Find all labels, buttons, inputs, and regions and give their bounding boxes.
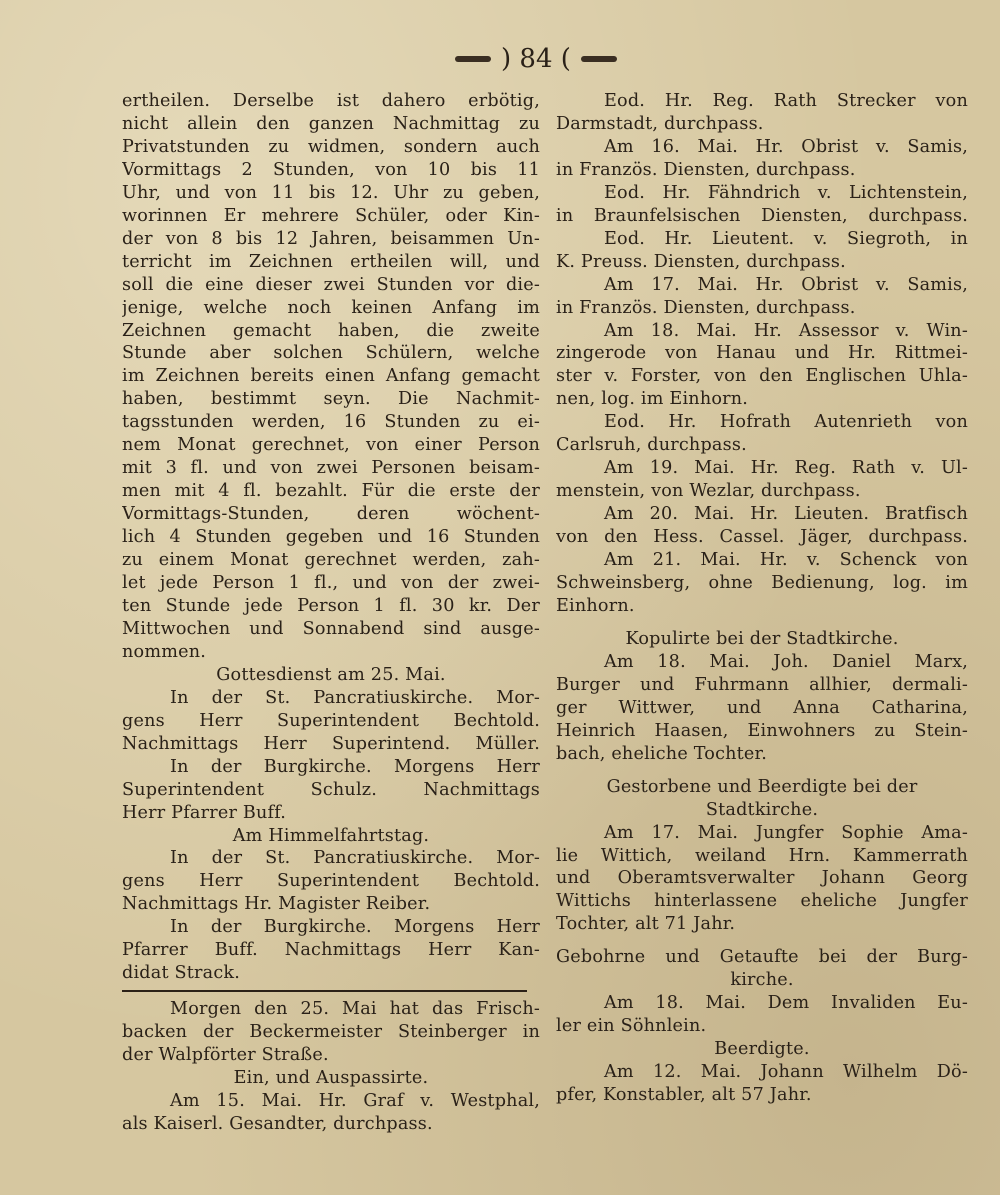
text-line: nen, log. im Einhorn. [556, 389, 749, 410]
text-line: Gebohrne und Getaufte bei der Burg- [556, 947, 968, 968]
text-line: in Französ. Diensten, durchpass. [556, 159, 856, 180]
text-line: menstein, von Wezlar, durchpass. [556, 481, 861, 502]
section-heading: Kopulirte bei der Stadtkirche. [625, 628, 899, 649]
section-heading: Stadtkirche. [705, 799, 819, 820]
text-line: Uhr, und von 11 bis 12. Uhr zu geben, [122, 182, 540, 203]
text-line: backen der Beckermeister Steinberger in [122, 1022, 540, 1043]
separator-rule [122, 990, 527, 992]
spacer [556, 936, 968, 946]
text-line: Am 18. Mai. Hr. Assessor v. Win- [604, 320, 968, 341]
text-line: Darmstadt, durchpass. [556, 113, 764, 134]
text-line: ler ein Söhnlein. [556, 1016, 707, 1037]
text-line: Vormittags-Stunden, deren wöchent- [122, 504, 540, 525]
text-line: Am 21. Mai. Hr. v. Schenck von [604, 550, 968, 571]
text-line: Mittwochen und Sonnabend sind ausge- [122, 618, 540, 639]
section-heading: Beerdigte. [714, 1039, 810, 1060]
spacer [556, 766, 968, 776]
text-line: Am 18. Mai. Joh. Daniel Marx, [604, 651, 968, 672]
text-line: Tochter, alt 71 Jahr. [556, 914, 736, 935]
text-line: In der St. Pancratiuskirche. Mor- [170, 687, 540, 708]
text-line: Schweinsberg, ohne Bedienung, log. im [556, 573, 968, 594]
text-line: men mit 4 fl. bezahlt. Für die erste der [122, 481, 540, 502]
text-line: Am 17. Mai. Jungfer Sophie Ama- [604, 822, 968, 843]
text-line: Morgen den 25. Mai hat das Frisch- [170, 999, 540, 1020]
text-line: jenige, welche noch keinen Anfang im [122, 297, 540, 318]
text-line: ertheilen. Derselbe ist dahero erbötig, [122, 91, 540, 111]
text-line: nem Monat gerechnet, von einer Person [122, 435, 540, 456]
section-heading: Gestorbene und Beerdigte bei der [606, 776, 918, 797]
text-line: Am 16. Mai. Hr. Obrist v. Samis, [604, 136, 968, 157]
ornament-right [581, 56, 617, 62]
text-line: der Walpförter Straße. [122, 1045, 329, 1066]
right-column [556, 90, 968, 1107]
text-line: Vormittags 2 Stunden, von 10 bis 11 [122, 159, 540, 180]
text-line: Privatstunden zu widmen, sondern auch [122, 136, 540, 157]
text-line: Superintendent Schulz. Nachmittags [122, 779, 540, 800]
text-line: In der St. Pancratiuskirche. Mor- [170, 848, 540, 869]
text-line: worinnen Er mehrere Schüler, oder Kin- [122, 205, 540, 226]
text-line: Eod. Hr. Reg. Rath Strecker von [604, 91, 968, 111]
text-line: Eod. Hr. Fähndrich v. Lichtenstein, [604, 182, 968, 203]
text-line: Stunde aber solchen Schülern, welche [122, 343, 540, 364]
text-line: tagsstunden werden, 16 Stunden zu ei- [122, 412, 540, 433]
text-line: Am 12. Mai. Johann Wilhelm Dö- [604, 1062, 968, 1083]
text-line: Am 17. Mai. Hr. Obrist v. Samis, [604, 274, 968, 295]
text-line: nicht allein den ganzen Nachmittag zu [122, 113, 540, 134]
text-line: Eod. Hr. Hofrath Autenrieth von [604, 412, 968, 433]
text-line: Carlsruh, durchpass. [556, 435, 747, 456]
page-number: ) 84 ( [501, 44, 571, 74]
text-line: gens Herr Superintendent Bechtold. [122, 710, 540, 731]
text-line: Zeichnen gemacht haben, die zweite [122, 320, 540, 341]
section-heading: kirche. [730, 970, 794, 991]
text-line: lie Wittich, weiland Hrn. Kammerrath [556, 845, 968, 866]
text-line: pfer, Konstabler, alt 57 Jahr. [556, 1085, 812, 1106]
text-line: ster v. Forster, von den Englischen Uhla- [556, 366, 968, 387]
text-line: let jede Person 1 fl., und von der zwei- [122, 573, 540, 594]
text-line: Am 15. Mai. Hr. Graf v. Westphal, [170, 1090, 540, 1111]
text-line: Einhorn. [556, 595, 635, 616]
text-line: Pfarrer Buff. Nachmittags Herr Kan- [122, 940, 540, 961]
text-line: In der Burgkirche. Morgens Herr [170, 917, 540, 938]
section-heading: Gottesdienst am 25. Mai. [216, 664, 446, 685]
text-line: ten Stunde jede Person 1 fl. 30 kr. Der [122, 595, 540, 616]
text-line: Nachmittags Herr Superintend. Müller. [122, 733, 540, 754]
text-line: zingerode von Hanau und Hr. Rittmei- [556, 343, 968, 364]
text-line: zu einem Monat gerechnet werden, zah- [122, 550, 540, 571]
text-line: als Kaiserl. Gesandter, durchpass. [122, 1113, 433, 1134]
text-line: Am 19. Mai. Hr. Reg. Rath v. Ul- [604, 458, 968, 479]
page-header [455, 42, 655, 76]
text-line: In der Burgkirche. Morgens Herr [170, 756, 540, 777]
section-heading: Am Himmelfahrtstag. [232, 825, 430, 846]
text-line: Am 18. Mai. Dem Invaliden Eu- [604, 993, 968, 1014]
text-line: mit 3 fl. und von zwei Personen beisam- [122, 458, 540, 479]
text-line: Nachmittags Hr. Magister Reiber. [122, 894, 431, 915]
text-line: soll die eine dieser zwei Stunden vor die- [122, 274, 540, 295]
text-line: der von 8 bis 12 Jahren, beisammen Un- [122, 228, 540, 249]
text-line: Herr Pfarrer Buff. [122, 802, 287, 823]
text-line: in Braunfelsischen Diensten, durchpass. [556, 205, 968, 226]
text-line: haben, bestimmt seyn. Die Nachmit- [122, 389, 540, 410]
text-line: K. Preuss. Diensten, durchpass. [556, 251, 846, 272]
text-line: und Oberamtsverwalter Johann Georg [556, 868, 968, 889]
text-line: im Zeichnen bereits einen Anfang gemacht [122, 366, 540, 387]
text-line: von den Hess. Cassel. Jäger, durchpass. [556, 527, 968, 548]
text-line: gens Herr Superintendent Bechtold. [122, 871, 540, 892]
text-line: bach, eheliche Tochter. [556, 743, 768, 764]
text-line: ger Wittwer, und Anna Catharina, [556, 697, 968, 718]
text-line: nommen. [122, 641, 207, 662]
text-line: lich 4 Stunden gegeben und 16 Stunden [122, 527, 540, 548]
section-heading: Ein, und Auspassirte. [233, 1068, 429, 1089]
text-line: in Französ. Diensten, durchpass. [556, 297, 856, 318]
ornament-left [455, 56, 491, 62]
text-line: Wittichs hinterlassene eheliche Jungfer [556, 891, 968, 912]
left-column [122, 90, 540, 1136]
spacer [556, 618, 968, 628]
text-line: Am 20. Mai. Hr. Lieuten. Bratfisch [604, 504, 968, 525]
text-line: Burger und Fuhrmann allhier, dermali- [556, 674, 968, 695]
text-line: didat Strack. [122, 963, 241, 984]
text-line: Eod. Hr. Lieutent. v. Siegroth, in [604, 228, 968, 249]
text-line: Heinrich Haasen, Einwohners zu Stein- [556, 720, 968, 741]
text-line: terricht im Zeichnen ertheilen will, und [122, 251, 540, 272]
